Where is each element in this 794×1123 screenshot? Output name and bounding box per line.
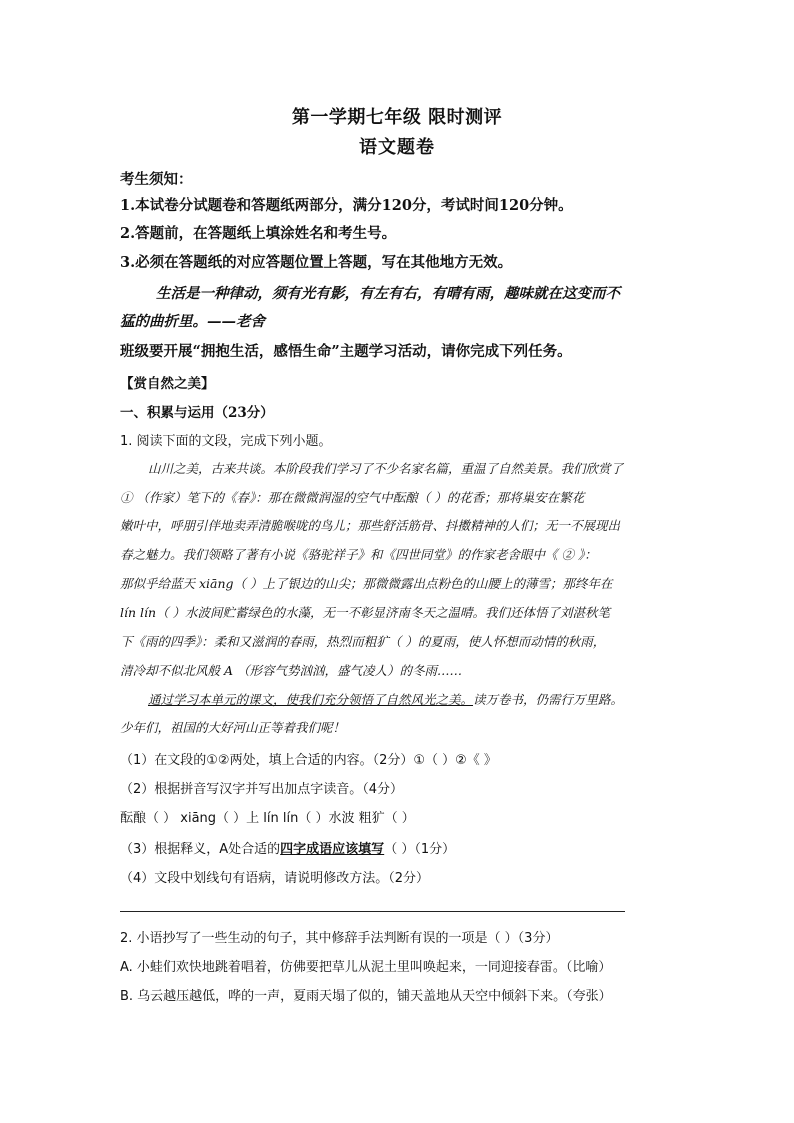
- part-heading: 一、积累与运用（23分）: [120, 405, 274, 421]
- notice-item: 2.答题前，在答题纸上填涂姓名和考生号。: [120, 225, 397, 242]
- section-tag: 【赏自然之美】: [120, 376, 215, 392]
- sub-question: [120, 838, 455, 857]
- sub-question: （1）在文段的①②两处，填上合适的内容。（2分）①（ ）②《 》: [120, 753, 497, 768]
- task-intro: 班级要开展“拥抱生活，感悟生命”主题学习活动，请你完成下列任务。: [120, 343, 572, 360]
- notice-heading: 考生须知：: [120, 171, 193, 188]
- sub-question: （2）根据拼音写汉字并写出加点字读音。（4分）: [120, 782, 404, 797]
- option-item: B. 乌云越压越低，哗的一声，夏雨天塌了似的，铺天盖地从天空中倾斜下来。（夸张）: [120, 989, 612, 1004]
- passage-line: 那似乎给蓝天 xiāng（ ）上了银边的山尖；那微微露出点粉色的山腰上的薄雪；那终年在: [120, 576, 613, 591]
- notice-item: 3.必须在答题纸的对应答题位置上答题，写在其他地方无效。: [120, 254, 513, 271]
- passage-text: 读万卷书，仍需行万里路。: [473, 692, 624, 707]
- passage-line: [148, 690, 623, 708]
- sub-question-answer-line: 酝酿（ ） xiāng（ ）上 lín lín（ ）水波 粗犷（ ）: [120, 811, 415, 826]
- sub-question: （4）文段中划线句有语病，请说明修改方法。（2分）: [120, 871, 430, 886]
- notice-item: 1.本试卷分试题卷和答题纸两部分，满分120分，考试时间120分钟。: [120, 197, 573, 214]
- quote-line: 生活是一种律动，须有光有影，有左有右，有晴有雨，趣味就在这变而不: [156, 285, 620, 302]
- sub-question-text: （ ）（1分）: [384, 842, 456, 857]
- quote-line: 猛的曲折里。——老舍: [120, 313, 265, 330]
- passage-line: 春之魅力。我们领略了著有小说《骆驼祥子》和《四世同堂》的作家老舍眼中《 ② 》：: [120, 547, 597, 562]
- passage-line: lín lín（ ）水波间贮蓄绿色的水藻，无一不彰显济南冬天之温晴。我们还体悟了刘湛秋笔: [120, 605, 611, 620]
- exam-title: 第一学期七年级 限时测评: [291, 107, 503, 128]
- passage-line: 清冷却不似北风般 A （形容气势汹汹，盛气凌人）的冬雨……: [120, 663, 462, 678]
- option-item: A. 小蛙们欢快地跳着唱着，仿佛要把草儿从泥土里叫唤起来，一同迎接春雷。（比喻）: [120, 960, 612, 975]
- sub-question-text: （3）根据释义，A处合适的: [120, 842, 281, 857]
- exam-subtitle: 语文题卷: [359, 137, 435, 158]
- answer-line: [120, 911, 625, 912]
- passage-line: 下《雨的四季》：柔和又滋润的春雨，热烈而粗犷（ ）的夏雨，使人怀想而动情的秋雨，: [120, 634, 606, 649]
- passage-line: 少年们，祖国的大好河山正等着我们呢！: [120, 720, 346, 735]
- sub-question-emphasis: 四字成语应该填写: [280, 842, 385, 857]
- passage-line: 山川之美，古来共谈。本阶段我们学习了不少名家名篇，重温了自然美景。我们欣赏了: [148, 461, 624, 476]
- question-stem: 1. 阅读下面的文段，完成下列小题。: [120, 434, 332, 449]
- passage-line: 嫩叶中，呼朋引伴地卖弄清脆喉咙的鸟儿；那些舒活筋骨、抖擞精神的人们；无一不展现出: [120, 518, 621, 533]
- question-stem: 2. 小语抄写了一些生动的句子，其中修辞手法判断有误的一项是（ ）（3分）: [120, 931, 559, 946]
- passage-line: ① （作家）笔下的《春》：那在微微润湿的空气中酝酿（ ）的花香；那将巢安在繁花: [120, 490, 585, 505]
- underlined-sentence: 通过学习本单元的课文，使我们充分领悟了自然风光之美。: [148, 692, 474, 707]
